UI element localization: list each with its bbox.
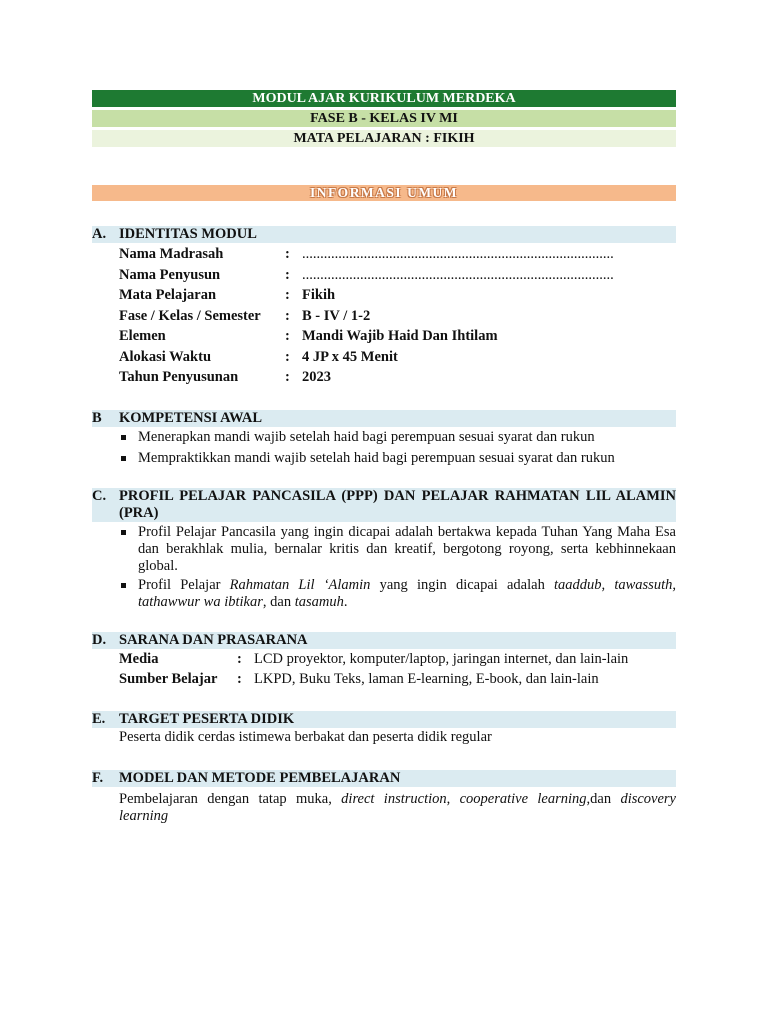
facility-label: Media xyxy=(119,650,159,667)
section-e-title: TARGET PESERTA DIDIK xyxy=(119,710,295,727)
document-page xyxy=(92,90,676,825)
method-emphasis: cooperative learning xyxy=(459,790,587,807)
list-item: Profil Pelajar Pancasila yang ingin dicapai adalah bertakwa kepada Tuhan Yang Maha Esa dan berakhlak mulia, bernalar kritis dan kreatif, bergotong royong, serta kebhinnekaan global. xyxy=(119,524,676,575)
section-a-title: IDENTITAS MODUL xyxy=(119,226,257,242)
identity-separator: : xyxy=(285,266,290,283)
subject-banner: MATA PELAJARAN : FIKIH xyxy=(92,130,676,147)
section-target-peserta xyxy=(92,711,676,746)
list-item-emphasis: Rahmatan Lil ‘Alamin xyxy=(229,576,371,593)
identity-value: ...................................................................................... xyxy=(302,266,614,283)
section-b-header xyxy=(92,410,676,427)
section-c-header xyxy=(92,488,676,522)
competency-list xyxy=(92,429,676,467)
facility-label: Sumber Belajar xyxy=(119,670,218,687)
identity-value: ...................................................................................... xyxy=(302,246,614,262)
target-text: Peserta didik cerdas istimewa berbakat dan peserta didik regular xyxy=(119,728,492,745)
section-a-header xyxy=(92,226,676,243)
section-model-metode xyxy=(92,770,676,825)
general-info-banner: INFORMASI UMUM xyxy=(92,185,676,201)
profile-list xyxy=(92,524,676,611)
list-item: Mempraktikkan mandi wajib setelah haid bagi perempuan sesuai syarat dan rukun xyxy=(119,450,676,467)
section-d-header xyxy=(92,632,676,649)
identity-row xyxy=(92,326,676,347)
list-item xyxy=(119,577,676,611)
section-c-number: C. xyxy=(92,487,107,504)
facility-row xyxy=(92,669,676,689)
identity-row xyxy=(92,367,676,388)
identity-row xyxy=(92,347,676,368)
identity-separator: : xyxy=(285,287,290,303)
facility-value: LCD proyektor, komputer/laptop, jaringan internet, dan lain-lain xyxy=(254,650,629,667)
identity-separator: : xyxy=(285,328,290,344)
identity-label: Alokasi Waktu xyxy=(119,348,212,365)
identity-label: Nama Penyusun xyxy=(119,266,221,283)
section-profil-pelajar xyxy=(92,488,676,611)
list-item: Menerapkan mandi wajib setelah haid bagi perempuan sesuai syarat dan rukun xyxy=(119,429,676,446)
list-item-text: yang ingin dicapai adalah xyxy=(370,576,555,593)
section-b-title: KOMPETENSI AWAL xyxy=(119,409,263,426)
section-d-title: SARANA DAN PRASARANA xyxy=(119,631,308,648)
section-f-title: MODEL DAN METODE PEMBELAJARAN xyxy=(119,769,401,786)
method-text xyxy=(92,791,676,825)
identity-value: B - IV / 1-2 xyxy=(302,307,371,324)
identity-separator: : xyxy=(285,307,290,324)
identity-row xyxy=(92,306,676,327)
list-item-text: . xyxy=(343,593,348,610)
method-text-part: Pembelajaran dengan tatap muka, xyxy=(119,790,342,807)
section-a-number: A. xyxy=(92,226,107,242)
section-b-number: B xyxy=(92,409,102,426)
module-title: MODUL AJAR KURIKULUM MERDEKA xyxy=(92,90,676,107)
section-e-header xyxy=(92,711,676,728)
section-identitas-modul xyxy=(92,226,676,388)
identity-row xyxy=(92,265,676,286)
method-text-part: ,dan xyxy=(586,790,621,807)
section-d-number: D. xyxy=(92,631,107,648)
identity-value: Mandi Wajib Haid Dan Ihtilam xyxy=(302,328,498,344)
facility-value: LKPD, Buku Teks, laman E-learning, E-book, dan lain-lain xyxy=(254,670,599,687)
identity-label: Fase / Kelas / Semester xyxy=(119,307,261,324)
list-item-emphasis: taaddub, tawassuth, tathawwur wa ibtikar xyxy=(138,576,676,610)
list-item-text: , dan xyxy=(262,593,295,610)
identity-label: Tahun Penyusunan xyxy=(119,369,239,385)
facility-separator: : xyxy=(237,650,242,667)
identity-value: 2023 xyxy=(302,369,331,385)
facility-row xyxy=(92,649,676,669)
section-f-header xyxy=(92,770,676,787)
identity-label: Mata Pelajaran xyxy=(119,287,217,303)
section-c-title: PROFIL PELAJAR PANCASILA (PPP) DAN PELAJAR RAHMATAN LIL ALAMIN (PRA) xyxy=(119,487,676,521)
method-text-part: , xyxy=(446,790,460,807)
method-emphasis: direct instruction xyxy=(341,790,447,807)
identity-value: 4 JP x 45 Menit xyxy=(302,348,398,365)
identity-separator: : xyxy=(285,369,290,385)
identity-separator: : xyxy=(285,246,290,262)
identity-label: Elemen xyxy=(119,328,166,344)
section-kompetensi-awal xyxy=(92,410,676,467)
list-item-emphasis: tasamuh xyxy=(294,593,344,610)
identity-label: Nama Madrasah xyxy=(119,246,224,262)
section-f-number: F. xyxy=(92,769,104,786)
section-e-number: E. xyxy=(92,710,106,727)
facility-separator: : xyxy=(237,670,242,687)
identity-row xyxy=(92,244,676,265)
identity-row xyxy=(92,285,676,306)
list-item-text: Profil Pelajar xyxy=(138,576,230,593)
phase-class-banner: FASE B - KELAS IV MI xyxy=(92,110,676,127)
section-sarana-prasarana xyxy=(92,632,676,689)
method-emphasis: discovery learning xyxy=(119,790,676,824)
identity-value: Fikih xyxy=(302,287,336,303)
identity-separator: : xyxy=(285,348,290,365)
